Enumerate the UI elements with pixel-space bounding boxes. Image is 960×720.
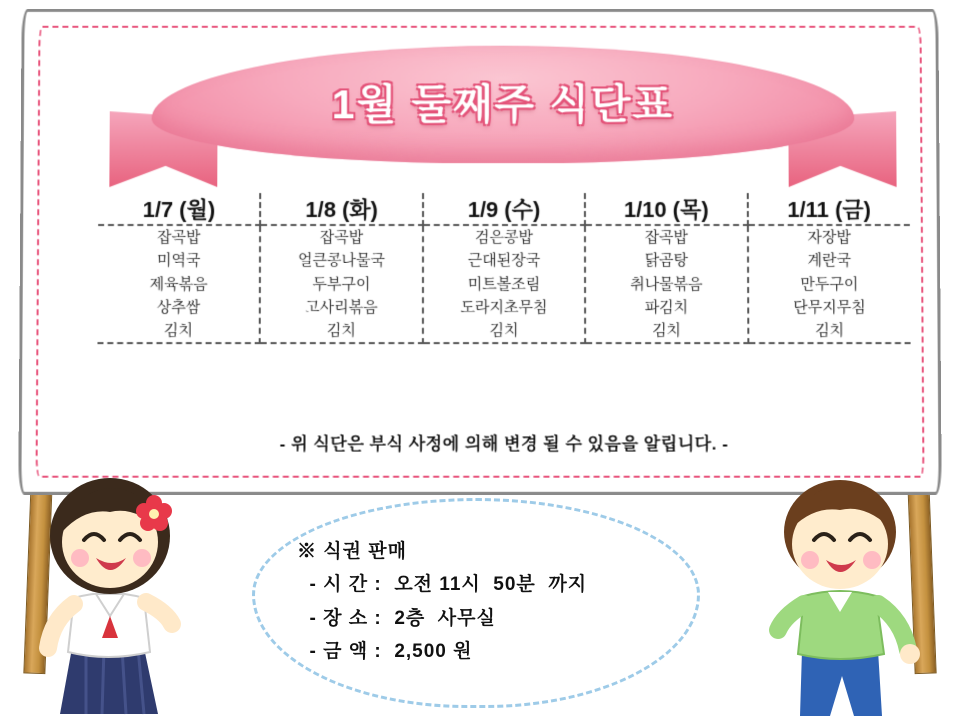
boy-character-icon [744, 470, 934, 720]
menu-change-notice: - 위 식단은 부식 사정에 의해 변경 될 수 있음을 알립니다. - [279, 434, 729, 454]
table-row-headers [98, 193, 910, 225]
day-header-fri: 1/11 (금) [747, 193, 910, 225]
day-menu-wed: 검은콩밥 근대된장국 미트볼조림 도라지초무침 김치 [423, 225, 586, 343]
girl-character-icon [26, 470, 216, 720]
day-menu-fri: 자장밥 계란국 만두구이 단무지무침 김치 [747, 225, 910, 343]
menu-table [97, 193, 910, 344]
day-menu-thu: 잡곡밥 닭곰탕 취나물볶음 파김치 김치 [585, 225, 748, 343]
table-row-menus [97, 225, 910, 343]
menu-board [18, 9, 941, 495]
day-menu-tue: 잡곡밥 얼큰콩나물국 두부구이 고사리볶음 김치 [260, 225, 423, 343]
day-header-thu: 1/10 (목) [585, 193, 747, 225]
day-header-mon: 1/7 (월) [98, 193, 260, 225]
day-menu-mon: 잡곡밥 미역국 제육볶음 상추쌈 김치 [97, 225, 260, 343]
day-header-wed: 1/9 (수) [423, 193, 585, 225]
ticket-info-text: ※ 식권 판매 - 시 간 : 오전 11시 50분 까지 - 장 소 : 2층 사무실 - 금 액 : 2,500 원 [297, 541, 588, 662]
ticket-info-cloud [252, 498, 700, 708]
poster-title: 1월 둘째주 식단표 [331, 81, 675, 128]
day-header-tue: 1/8 (화) [260, 193, 422, 225]
title-ribbon [103, 42, 902, 191]
